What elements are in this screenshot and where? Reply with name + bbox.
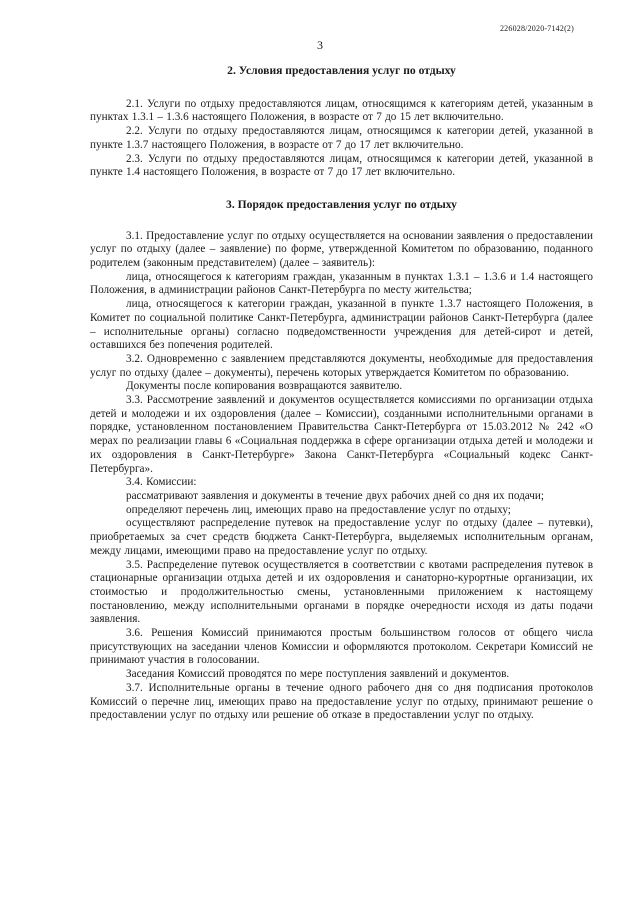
paragraph-3-7: 3.7. Исполнительные органы в течение одного рабочего дня со дня подписания протоколов Комиссий о перечне лиц, имеющих право на предоставление услуг по отдыху, принимают решение о предоставлении услуг по отдыху или решение об отказе в предоставлении услуг по отдыху. <box>90 681 593 722</box>
paragraph-3-4-item-c: осуществляют распределение путевок на предоставление услуг по отдыху (далее – путевки), приобретаемых за счет средств бюджета Санкт-Петербурга, выделяемых исполнительным органам, между лицами, имеющими право на предоставление услуг по отдыху. <box>90 517 593 557</box>
section-2-heading: 2. Условия предоставления услуг по отдыху <box>227 64 456 77</box>
paragraph-3-6: 3.6. Решения Комиссий принимаются простым большинством голосов от общего числа присутствующих на заседании членов Комиссии и оформляются протоколом. Секретари Комиссий не принимают участия в голосовании. <box>90 627 593 667</box>
paragraph-2-2: 2.2. Услуги по отдыху предоставляются лицам, относящимся к категории детей, указанной в пункте 1.3.7 настоящего Положения, в возрасте от 7 до 17 лет включительно. <box>90 125 593 151</box>
paragraph-2-3: 2.3. Услуги по отдыху предоставляются лицам, относящимся к категории детей, указанной в пункте 1.4 настоящего Положения, в возрасте от 7 до 17 лет включительно. <box>90 152 593 179</box>
paragraph-3-4-item-b: определяют перечень лиц, имеющих право на предоставление услуг по отдыху; <box>126 503 511 516</box>
paragraph-3-2: 3.2. Одновременно с заявлением представляются документы, необходимые для предоставления услуг по отдыху (далее – документы), перечень которых утверждается Комитетом по образованию. <box>90 352 593 379</box>
document-body <box>90 64 593 723</box>
paragraph-3-1-item-b: лица, относящегося к категории граждан, указанной в пункте 1.3.7 настоящего Положения, в Комитет по социальной политике Санкт-Петербурга, администрации районов Санкт-Петербурга (далее – исполнительные органы) согласно подведомственности учреждения для детей-сирот и детей, оставшихся без попечения родителей. <box>90 298 593 352</box>
paragraph-3-5: 3.5. Распределение путевок осуществляется в соответствии с квотами распределения путевок в стационарные организации отдыха детей и их оздоровления и санаторно-курортные организации, их стоимостью и продолжительностью смены, установленными приложением к настоящему постановлению, между исполнительными органами в порядке очередности исходя из даты подачи заявления. <box>90 558 593 626</box>
page-number: 3 <box>317 38 323 52</box>
paragraph-3-2-note: Документы после копирования возвращаются заявителю. <box>126 380 403 393</box>
section-3-heading: 3. Порядок предоставления услуг по отдыху <box>226 197 457 211</box>
paragraph-3-3: 3.3. Рассмотрение заявлений и документов осуществляется комиссиями по организации отдыха детей и молодежи и их оздоровления (далее – Комиссии), созданными исполнительными органами в порядке, установленном постановлением Правительства Санкт-Петербурга от 15.03.2012 № 242 «О мерах по реализации главы 6 «Социальная поддержка в сфере организации отдыха детей и молодежи и их оздоровления в Санкт-Петербурге» Закона Санкт-Петербурга «Социальный кодекс Санкт-Петербурга». <box>90 394 593 475</box>
paragraph-3-1: 3.1. Предоставление услуг по отдыху осуществляется на основании заявления о предоставлении услуг по отдыху (далее – заявление) по форме, утвержденной Комитетом по образованию, поданного родителем (законным представителем) (далее – заявитель): <box>90 229 593 270</box>
paragraph-3-1-item-a: лица, относящегося к категориям граждан, указанным в пунктах 1.3.1 – 1.3.6 и 1.4 настоящего Положения, в администрации районов Санкт-Петербурга по месту жительства; <box>90 270 593 297</box>
paragraph-2-1: 2.1. Услуги по отдыху предоставляются лицам, относящимся к категориям детей, указанным в пунктах 1.3.1 – 1.3.6 настоящего Положения, в возрасте от 7 до 15 лет включительно. <box>90 97 593 124</box>
document-number: 226028/2020-7142(2) <box>499 24 574 33</box>
paragraph-3-6-note: Заседания Комиссий проводятся по мере поступления заявлений и документов. <box>126 668 510 681</box>
paragraph-3-4: 3.4. Комиссии: <box>126 476 197 489</box>
paragraph-3-4-item-a: рассматривают заявления и документы в течение двух рабочих дней со дня их подачи; <box>126 489 545 502</box>
